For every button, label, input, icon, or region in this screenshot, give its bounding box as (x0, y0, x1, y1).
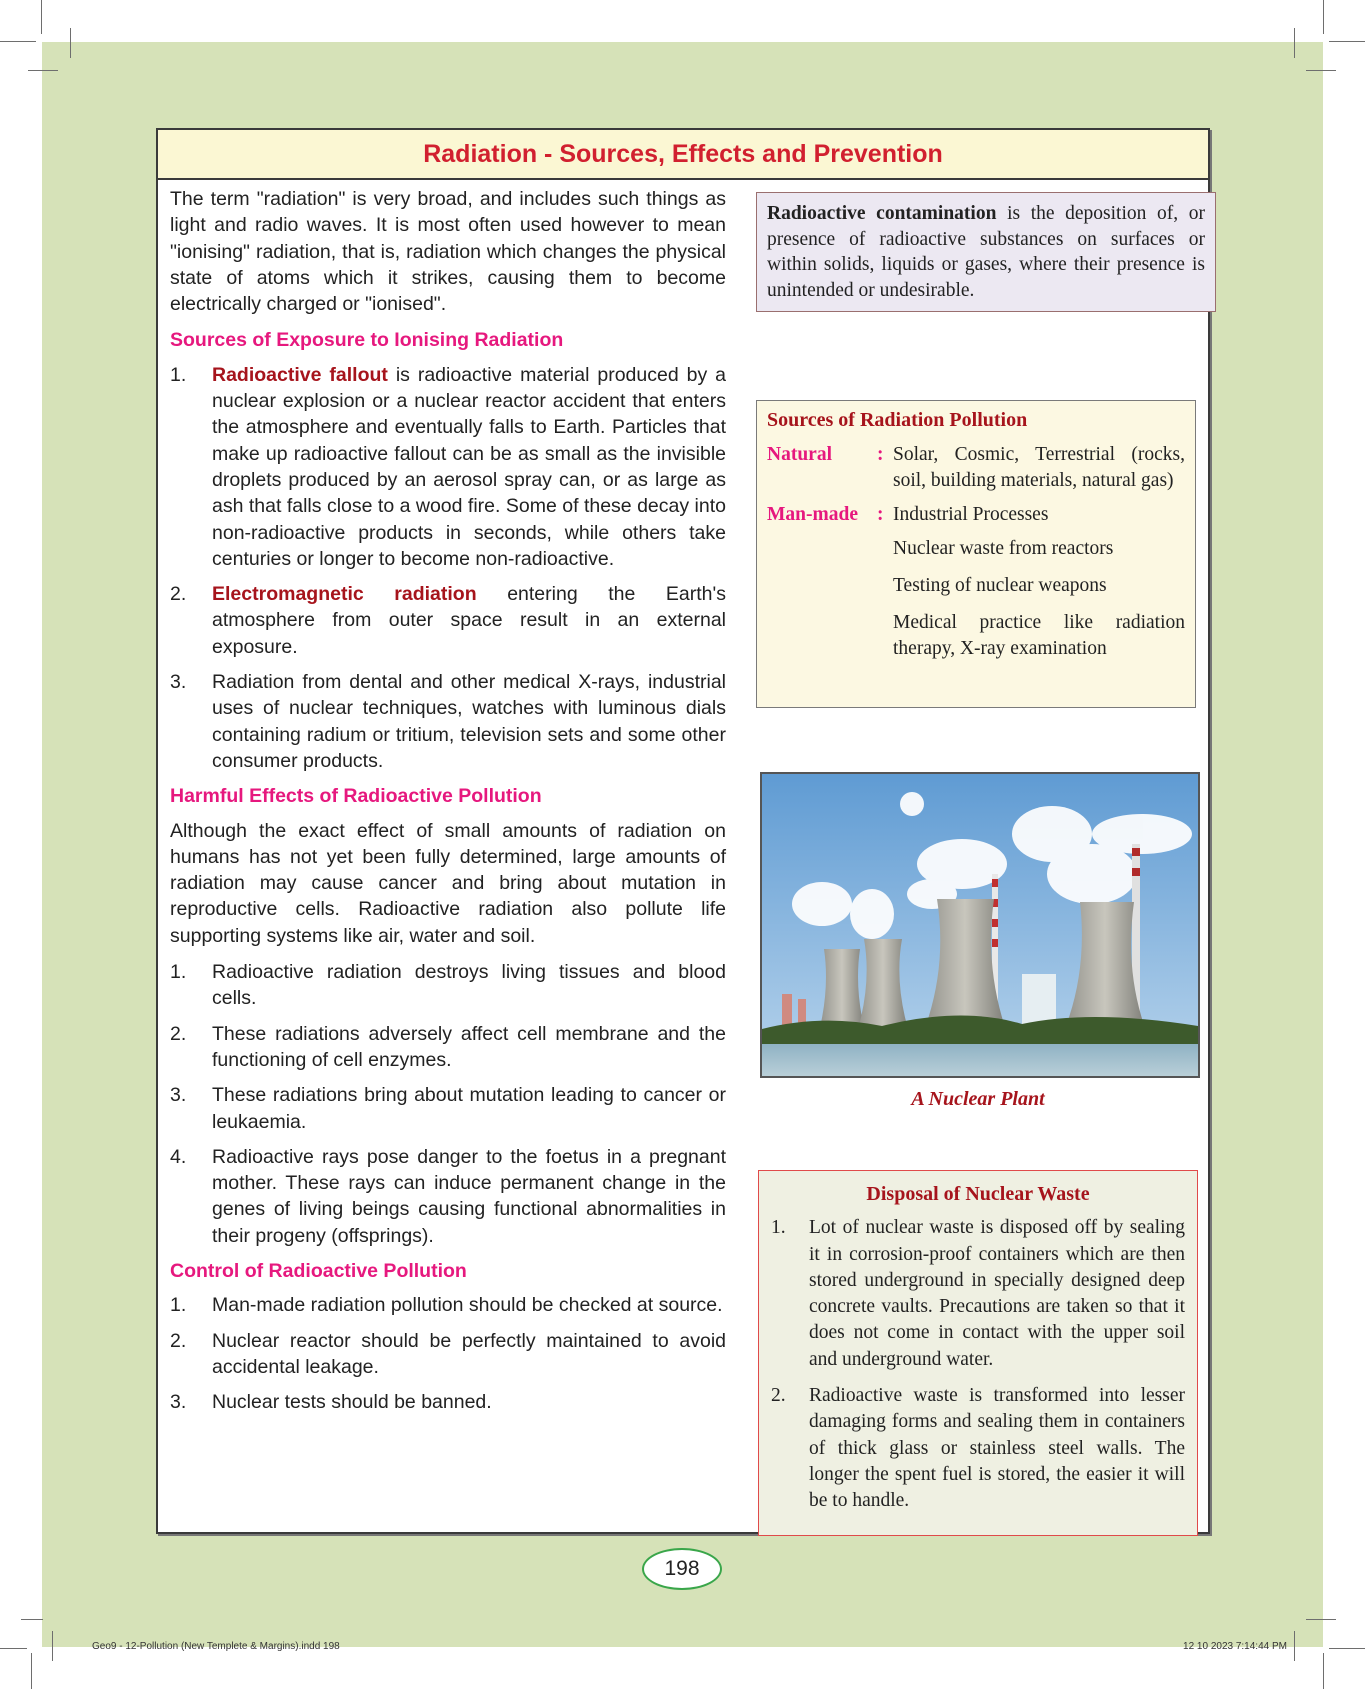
crop-mark (1294, 1631, 1295, 1661)
title-bar (158, 130, 1208, 180)
list-number: 3. (170, 1084, 187, 1107)
list-number: 1. (771, 1217, 786, 1239)
sources-list (170, 362, 726, 774)
manmade-value: Testing of nuclear weapons (893, 575, 1107, 596)
list-text: Radiation from dental and other medical X-rays, industrial uses of nuclear techniques, watches with luminous dials containing radium or tritium, television sets and some other consumer products. (212, 671, 726, 772)
crop-mark (1294, 28, 1295, 58)
crop-mark (1306, 1619, 1336, 1620)
list-number: 2. (771, 1385, 786, 1407)
crop-mark (1329, 1648, 1365, 1649)
definition-box (756, 192, 1216, 312)
list-text: entering the Earth's atmosphere from outer space result in an external exposure. (212, 583, 726, 658)
crop-mark (31, 1653, 32, 1689)
list-number: 4. (170, 1145, 187, 1168)
list-text: Radioactive radiation destroys living tissues and blood cells. (212, 961, 726, 1010)
manmade-label: Man-made (767, 504, 858, 525)
natural-value: Solar, Cosmic, Terrestrial (rocks, soil, building materials, natural gas) (893, 444, 1185, 491)
crop-mark (1329, 41, 1365, 42)
manmade-value: Industrial Processes (893, 504, 1049, 525)
manmade-sources-row (767, 502, 1185, 528)
list-text: Radioactive waste is transformed into lesser damaging forms and sealing them in containers of thick glass or stainless steel walls. The longer the spent fuel is stored, the easier it will be to handle. (809, 1385, 1185, 1512)
list-text: These radiations bring about mutation leading to cancer or leukaemia. (212, 1084, 726, 1133)
control-list (170, 1292, 726, 1415)
list-number: 2. (170, 1329, 187, 1352)
list-item (170, 1292, 726, 1318)
waste-box-heading: Disposal of Nuclear Waste (866, 1183, 1090, 1205)
list-text: Lot of nuclear waste is disposed off by sealing it in corrosion-proof containers which are then stored underground in specially designed deep concrete vaults. Precautions are taken so that it does not come in contact with the upper soil and underground water. (809, 1217, 1185, 1370)
intro-paragraph: The term "radiation" is very broad, and includes such things as light and radio waves. It is most often used however to mean "ionising" radiation, that is, radiation which changes the physical state of atoms which it strikes, causing them to become electrically charged or "ionised". (170, 188, 726, 316)
crop-mark (70, 28, 71, 58)
sources-box-heading: Sources of Radiation Pollution (767, 409, 1028, 431)
list-text: is radioactive material produced by a nuclear explosion or a nuclear reactor accident that enters the atmosphere and eventually falls to Earth. Particles that make up radioactive fallout can be as small as the invisible droplets produced by an aerosol spray can, or as large as ash that falls close to a wood fire. Some of these decay into non-radioactive products in seconds, while others take centuries or longer to become non-radioactive. (212, 363, 726, 570)
list-item (771, 1383, 1185, 1514)
list-item (170, 1021, 726, 1074)
list-item (170, 581, 726, 660)
page-title: Radiation - Sources, Effects and Prevention (423, 140, 943, 168)
crop-mark (21, 1619, 43, 1620)
photo-caption: A Nuclear Plant (911, 1088, 1045, 1110)
print-slug-filename: Geo9 - 12-Pollution (New Templete & Margins).indd 198 (92, 1641, 340, 1652)
list-item (170, 669, 726, 774)
left-column (170, 186, 726, 1424)
crop-mark (0, 1648, 27, 1649)
crop-mark (52, 1631, 53, 1661)
list-item (170, 1328, 726, 1381)
list-text: Nuclear tests should be banned. (212, 1391, 492, 1414)
crop-mark (1323, 1653, 1324, 1689)
print-slug-timestamp: 12 10 2023 7:14:44 PM (1183, 1641, 1287, 1652)
list-text: These radiations adversely affect cell membrane and the functioning of cell enzymes. (212, 1022, 726, 1071)
page-number: 198 (642, 1548, 722, 1590)
list-number: 1. (170, 961, 187, 984)
natural-label: Natural (767, 444, 832, 465)
waste-list (771, 1215, 1185, 1514)
list-text: Radioactive rays pose danger to the foetus in a pregnant mother. These rays can induce permanent change in the genes of living beings causing functional abnormalities in their progeny (offsprings). (212, 1145, 726, 1247)
crop-mark (0, 41, 36, 42)
definition-text: is the deposition of, or presence of radioactive substances on surfaces or within solids, liquids or gases, where their presence is unintended or undesirable. (767, 203, 1205, 301)
harmful-effects-list (170, 959, 726, 1249)
highlight-term: Radioactive fallout (212, 363, 388, 386)
section-heading-control: Control of Radioactive Pollution (170, 1259, 467, 1282)
definition-term: Radioactive contamination (767, 203, 997, 224)
crop-mark (41, 0, 42, 34)
list-number: 3. (170, 671, 187, 694)
list-number: 2. (170, 1022, 187, 1045)
list-item (170, 1389, 726, 1415)
list-item (170, 362, 726, 572)
colon: : (877, 504, 884, 525)
waste-disposal-box (758, 1170, 1198, 1536)
nuclear-plant-photo (760, 772, 1200, 1078)
list-number: 2. (170, 583, 187, 606)
harmful-effects-intro: Although the exact effect of small amounts of radiation on humans has not yet been fully determined, large amounts of radiation may cause cancer and bring about mutation in reproductive cells. Radioactive radiation also pollute life supporting systems like air, water and soil. (170, 819, 726, 947)
crop-mark (1323, 0, 1324, 34)
list-text: Nuclear reactor should be perfectly maintained to avoid accidental leakage. (212, 1329, 726, 1378)
list-item (170, 1082, 726, 1135)
highlight-term: Electromagnetic radiation (212, 583, 477, 606)
content-frame (156, 128, 1210, 1534)
list-item (771, 1215, 1185, 1373)
section-heading-harmful-effects: Harmful Effects of Radioactive Pollution (170, 785, 542, 808)
radiation-sources-box (756, 400, 1196, 708)
crop-mark (1306, 70, 1336, 71)
manmade-value: Medical practice like radiation therapy, X-ray examination (893, 612, 1185, 659)
list-item (170, 959, 726, 1012)
list-number: 1. (170, 1294, 187, 1317)
colon: : (877, 444, 884, 465)
crop-mark (28, 70, 58, 71)
list-text: Man-made radiation pollution should be checked at source. (212, 1294, 723, 1317)
manmade-value: Nuclear waste from reactors (893, 538, 1114, 559)
nuclear-plant-illustration (762, 774, 1198, 1076)
natural-sources-row (767, 442, 1185, 494)
list-item (170, 1144, 726, 1249)
list-number: 3. (170, 1391, 187, 1414)
list-number: 1. (170, 363, 187, 386)
section-heading-sources: Sources of Exposure to Ionising Radiation (170, 329, 564, 352)
